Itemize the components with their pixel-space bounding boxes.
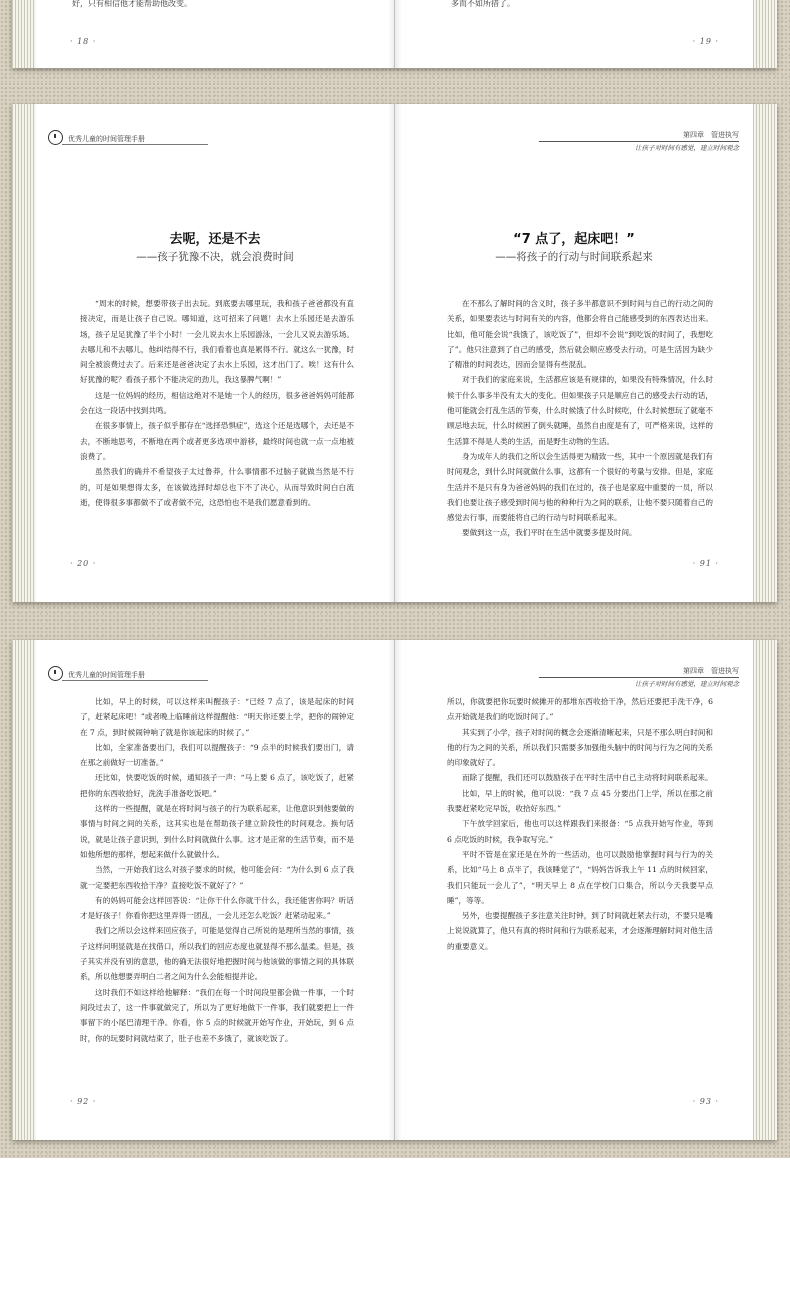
section-title: “7 点了，起床吧！” xyxy=(513,232,635,247)
chapter-subtitle: 让孩子对时间有感觉，建立时间观念 xyxy=(635,144,739,152)
header-rule xyxy=(539,677,739,678)
section-title: 去呢，还是不去 xyxy=(169,232,261,247)
paragraph: 比如，早上的时候，可以这样来叫醒孩子：“已经 7 点了，该是起床的时间了，赶紧起床吧！”或者晚上临睡前这样提醒他：“明天你还要上学，把你的闹钟定在 7 点，到时候闹钟响了就是你该起床的时候了。” xyxy=(80,697,354,737)
running-header xyxy=(539,666,739,688)
book-spread-2 xyxy=(12,104,777,602)
section-subtitle: ——孩子犹豫不决，就会浪费时间 xyxy=(136,251,294,263)
text-fragment: 多而不如所措了。 xyxy=(451,0,515,8)
paragraph: 这时我们不如这样给他解释：“我们在每一个时间段里都会做一件事，一个时间段过去了，这一件事就做完了，所以为了更好地做下一件事，我们就要把上一件事留下的小尾巴清理干净。你看，你 5 点的时候就开始写作业，开始玩，到 6 点时，你的玩要时间就结束了，肚子也差不多饿了，就该吃饭了。 xyxy=(80,987,354,1043)
page-edges-left xyxy=(12,104,36,602)
chapter-subtitle: 让孩子对时间有感觉，建立时间观念 xyxy=(635,680,739,688)
paragraph: 当然，一开始我们这么对孩子要求的时候，他可能会问：“为什么到 6 点了我就一定要把东西收拾干净？直接吃饭不就好了？” xyxy=(80,865,354,890)
paragraph: 而除了提醒，我们还可以鼓励孩子在平时生活中自己主动将时间联系起来。 xyxy=(462,773,713,783)
paragraph: 对于我们的家庭来说，生活都应该是有规律的，如果没有特殊情况，什么时候干什么事多半没有太大的变化。但如果孩子只是顺应自己的感受去行动的话，他可能就会打乱生活的节奏，什么时候饿了什么时候吃，什么时候想玩了就毫不顾忌地去玩，什么时候困了倒头就睡，虽然自由度是有了，可严格来说，这样的生活算不得是人类的生活，而是野生动物的生活。 xyxy=(447,375,713,446)
body-text xyxy=(447,296,713,541)
page-edges-right xyxy=(753,104,777,602)
header-rule xyxy=(62,680,208,681)
book-title: 优秀儿童的时间管理手册 xyxy=(68,671,145,679)
paragraph: 我们之所以会这样来回应孩子，可能是觉得自己所说的是理所当然的事情，孩子这样问明显就是在找借口，所以我们的回应态度也就显得不那么温柔。但是，孩子其实并没有别的意思，他的确无法很好地把握时间与他该做的事情之间的具体联系，所以他想要弄明白二者之间为什么会能相提并论。 xyxy=(80,926,354,982)
paragraph: “周末的时候，想要带孩子出去玩。到底要去哪里玩，我和孩子爸爸都没有直接决定，而是让孩子自己说。哪知道，这可招来了问题！去水上乐园还是去游乐场，孩子足足犹豫了半个小时！一会儿说去水上乐园游泳，一会儿又说去游乐场。去哪儿和不去哪儿，他纠结得不行，我们看着也真是累得不行。就这么一犹豫，时间全被浪费过去了。后来还是爸爸决定了去水上乐园，这才出门了。唉！这有什么好犹豫的呢？看孩子那个不能决定的劲儿，我这暴脾气啊！” xyxy=(80,299,354,385)
chapter-label: 第四章 管进执写 xyxy=(683,667,739,675)
page-93 xyxy=(395,640,753,1140)
running-header xyxy=(539,130,739,152)
page-19 xyxy=(395,0,753,68)
paragraph: 要做到这一点，我们平时在生活中就要多提及时间。 xyxy=(462,528,637,538)
gutter-shadow xyxy=(388,0,402,68)
paragraph: 比如，全家准备要出门，我们可以提醒孩子：“9 点半的时候我们要出门，请在那之前做好一切准备。” xyxy=(80,742,354,768)
page-91 xyxy=(395,104,753,602)
gutter-shadow xyxy=(388,640,402,1140)
paragraph: 在不那么了解时间的含义时，孩子多半都意识不到时间与自己的行动之间的关系，如果要表达与时间有关的内容，他都会将自己能感受到的东西表达出来。比如，他可能会说“我饿了，该吃饭了”，但却不会说“到吃饭的时间了，我想吃了”。他只注意到了自己的感受，然后就会顺应感受去行动，可是生活因为缺少了精准的时间表达，因而会显得有些混乱。 xyxy=(447,299,713,370)
text-fragment: 好，只有相信他才能帮助他改变。 xyxy=(72,0,192,8)
paragraph: 在很多事情上，孩子似乎都存在“选择恐惧症”，选这个还是选哪个，去还是不去，不断地思考，不断地在两个或者更多选项中游移，最终时间也就一点一点地被浪费了。 xyxy=(80,421,354,461)
paragraph: 身为成年人的我们之所以会生活得更为精致一些，其中一个原因就是我们有时间观念，到什么时间就做什么事，这都有一个很好的考量与安排。但是，家庭生活并不是只有身为爸爸妈妈的我们在过的，孩子也是家庭中重要的一员，所以我们也要让孩子感受到时间与他的种种行为之间的联系，让他不要只随着自己的感觉去行事，而要能将自己的行动与时间联系起来。 xyxy=(447,451,713,523)
body-text xyxy=(80,694,354,1046)
paragraph: 有的妈妈可能会这样回答说：“让你干什么你就干什么，我还能害你吗？听话才是好孩子！你看你把这里弄得一团乱，一会儿还怎么吃饭？赶紧动起来。” xyxy=(80,895,354,921)
paragraph: 这是一位妈妈的经历，相信这绝对不是她一个人的经历，很多爸爸妈妈可能都会在这一段话中找到共鸣。 xyxy=(80,390,354,416)
page-edges-left xyxy=(12,640,36,1140)
running-header xyxy=(48,130,208,152)
body-text xyxy=(447,694,713,954)
chapter-label: 第四章 管进执写 xyxy=(683,131,739,139)
alarm-clock-icon xyxy=(48,130,63,145)
gutter-shadow xyxy=(388,104,402,602)
body-text xyxy=(80,296,354,510)
section-subtitle: ——将孩子的行动与时间联系起来 xyxy=(495,251,653,263)
page-edges-right xyxy=(753,0,777,68)
book-spread-1 xyxy=(12,0,777,68)
page-number: · 91 · xyxy=(692,559,719,568)
book-title: 优秀儿童的时间管理手册 xyxy=(68,135,145,143)
header-rule xyxy=(539,141,739,142)
paragraph: 比如，早上的时候，他可以说：“我 7 点 45 分要出门上学，所以在那之前我要赶紧吃完早饭，收拾好东西。” xyxy=(447,788,713,814)
running-header xyxy=(48,666,208,688)
page-number: · 92 · xyxy=(70,1097,97,1106)
page-number: · 18 · xyxy=(70,37,97,46)
paragraph: 另外，也要提醒孩子多注意关注时钟，到了时间就赶紧去行动，不要只是嘴上说说就算了，他只有真的将时间和行为联系起来，才会逐渐理解时间对他生活的重要意义。 xyxy=(447,911,713,951)
page-20 xyxy=(36,104,395,602)
book-spread-3 xyxy=(12,640,777,1140)
paragraph: 虽然我们的确并不希望孩子太过鲁莽，什么事情都不过脑子就做当然是不行的，可是如果想得太多，在该做选择时却总也下不了决心，从而导致时间白白流逝，使得很多事都做不了或者做不完，这恐怕也不是我们愿意看到的。 xyxy=(80,467,354,507)
paragraph: 这样的一些提醒，就是在将时间与孩子的行为联系起来，让他意识到他要做的事情与时间之间的关系，这其实也是在帮助孩子建立阶段性的时间观念。换句话说，就是让孩子意识到，到什么时间就做什么事。这才是正常的生活节奏，而不是如他所想的那样，想起来做什么就做什么。 xyxy=(80,804,354,859)
page-92 xyxy=(36,640,395,1140)
alarm-clock-icon xyxy=(48,666,63,681)
page-18 xyxy=(36,0,395,68)
paragraph: 平时不管是在家还是在外的一些活动，也可以鼓励他掌握时间与行为的关系，比如“马上 8 点半了，我该睡觉了”，“妈妈告诉我上午 11 点的时候回家，我们只能玩一会儿了”，“明天早上 8 点在学校门口集合，所以今天我要早点睡”，等等。 xyxy=(447,849,713,905)
header-rule xyxy=(62,144,208,145)
paragraph: 其实到了小学，孩子对时间的概念会逐渐清晰起来，只是不那么明白时间和他的行为之间的关系，所以我们只需要多加强他头脑中的时间与行为之间的关系的印象就好了。 xyxy=(447,727,713,768)
page-number: · 20 · xyxy=(70,559,97,568)
paragraph: 所以，你就要把你玩要时候摊开的那堆东西收拾干净，然后还要把手洗干净，6 点开始就是我们的吃饭时间了。” xyxy=(447,697,713,722)
page-number: · 93 · xyxy=(692,1097,719,1106)
page-edges-left xyxy=(12,0,36,68)
page-edges-right xyxy=(753,640,777,1140)
page-number: · 19 · xyxy=(692,37,719,46)
paragraph: 还比如，快要吃饭的时候，通知孩子一声：“马上要 6 点了，该吃饭了，赶紧把你的东西收拾好，洗洗手准备吃饭吧。” xyxy=(80,773,354,798)
paragraph: 下午放学回家后，他也可以这样跟我们来报备：“5 点我开始写作业，等到 6 点吃饭的时候，我争取写完。” xyxy=(447,819,713,844)
